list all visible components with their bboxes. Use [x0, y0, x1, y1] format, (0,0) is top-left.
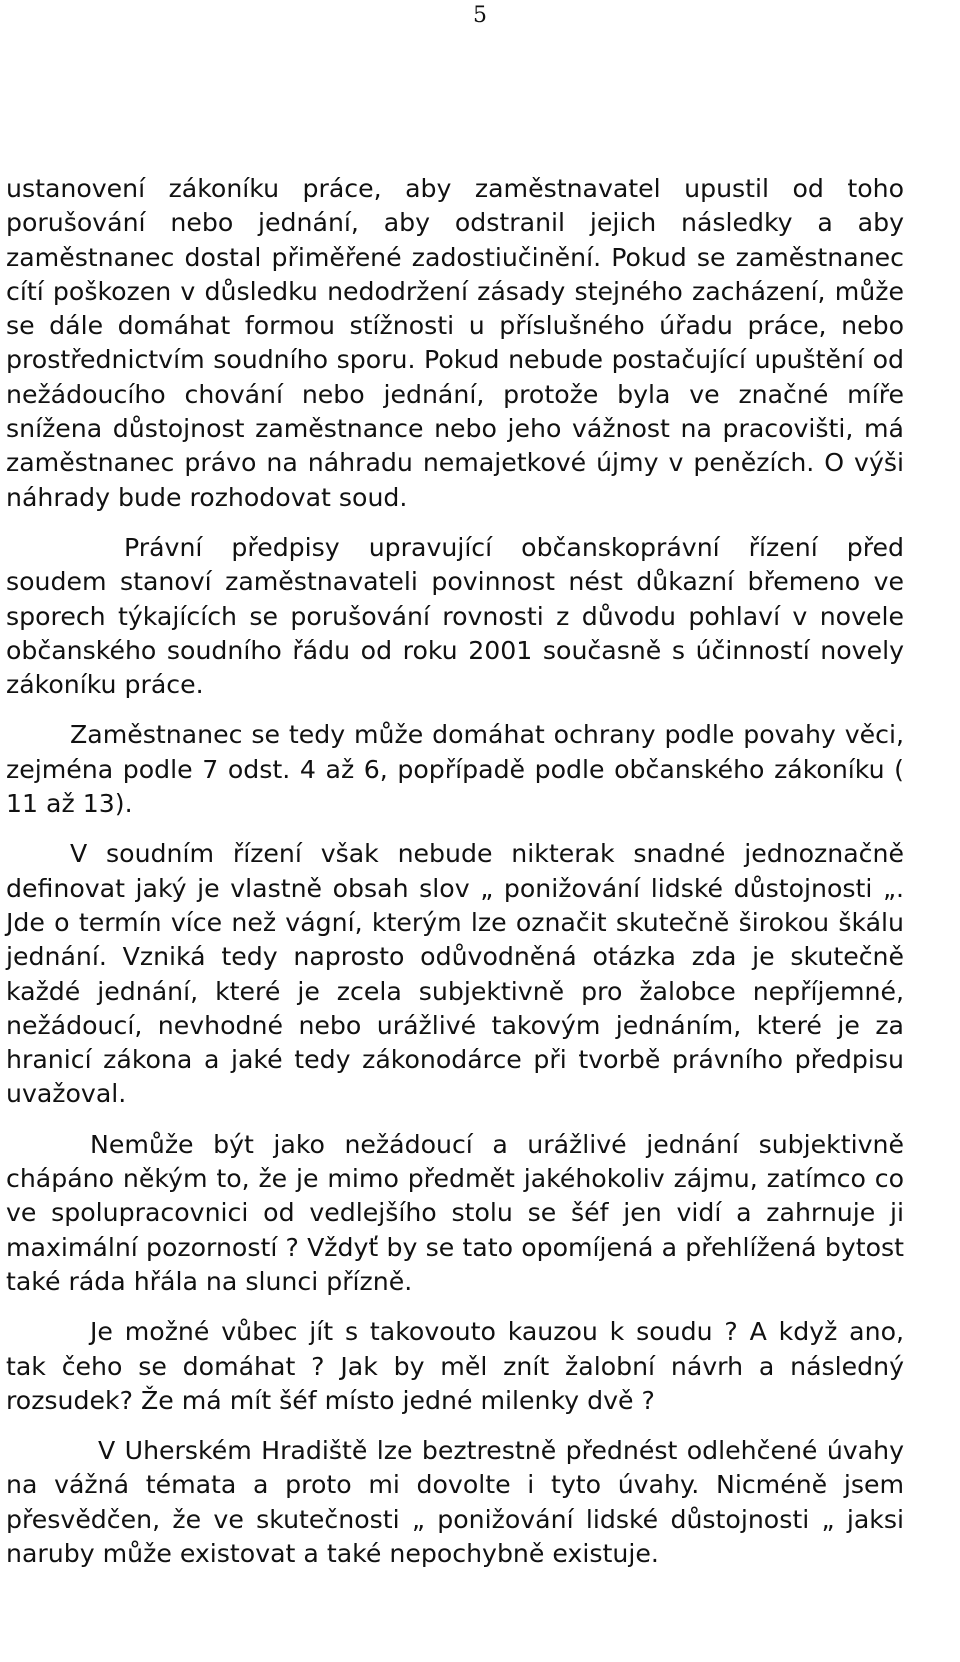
paragraph: Nemůže být jako nežádoucí a urážlivé jednání subjektivně chápáno někým to, že je mimo předmět jakéhokoliv zájmu, zatímco co ve spolupracovnici od vedlejšího stolu se šéf jen vidí a zahrnuje ji maximální pozorností ? Vždyť by se tato opomíjená a přehlížená bytost také ráda hřála na slunci přízně.: [6, 1129, 904, 1296]
paragraph: V soudním řízení však nebude nikterak snadné jednoznačně definovat jaký je vlastně obsah slov „ ponižování lidské důstojnosti „. Jde o termín více než vágní, kterým lze označit skutečně širokou škálu jednání. Vzniká tedy naprosto odůvodněná otázka zda je skutečně každé jednání, které je zcela subjektivně pro žalobce nepříjemné, nežádoucí, nevhodné nebo urážlivé takovým jednáním, které je za hranicí zákona a jaké tedy zákonodárce při tvorbě právního předpisu uvažoval.: [6, 839, 904, 1109]
paragraph: Právní předpisy upravující občanskoprávní řízení před soudem stanoví zaměstnavateli povinnost nést důkazní břemeno ve sporech týkajících se porušování rovnosti z důvodu pohlaví v novele občanského soudního řádu od roku 2001 současně s účinností novely zákoníku práce.: [6, 532, 904, 700]
body-text: [6, 172, 904, 1571]
paragraph: Je možné vůbec jít s takovouto kauzou k soudu ? A když ano, tak čeho se domáhat ? Jak by měl znít žalobní návrh a následný rozsudek? Že má mít šéf místo jedné milenky dvě ?: [6, 1317, 904, 1415]
page-number: 5: [473, 3, 487, 28]
paragraph: V Uherském Hradiště lze beztrestně přednést odlehčené úvahy na vážná témata a proto mi dovolte i tyto úvahy. Nicméně jsem přesvědčen, že ve skutečnosti „ ponižování lidské důstojnosti „ jaksi naruby může existovat a také nepochybně existuje.: [6, 1436, 904, 1568]
paragraph: Zaměstnanec se tedy může domáhat ochrany podle povahy věci, zejména podle 7 odst. 4 až 6, popřípadě podle občanského zákoníku ( 11 až 13).: [6, 720, 904, 819]
paragraph: ustanovení zákoníku práce, aby zaměstnavatel upustil od toho porušování nebo jednání, aby odstranil jejich následky a aby zaměstnanec dostal přiměřené zadostiučinění. Pokud se zaměstnanec cítí poškozen v důsledku nedodržení zásady stejného zacházení, může se dále domáhat formou stížnosti u příslušného úřadu práce, nebo prostřednictvím soudního sporu. Pokud nebude postačující upuštění od nežádoucího chování nebo jednání, protože byla ve značné míře snížena důstojnost zaměstnance nebo jeho vážnost na pracovišti, má zaměstnanec právo na náhradu nemajetkové újmy v penězích. O výši náhrady bude rozhodovat soud.: [6, 174, 904, 512]
